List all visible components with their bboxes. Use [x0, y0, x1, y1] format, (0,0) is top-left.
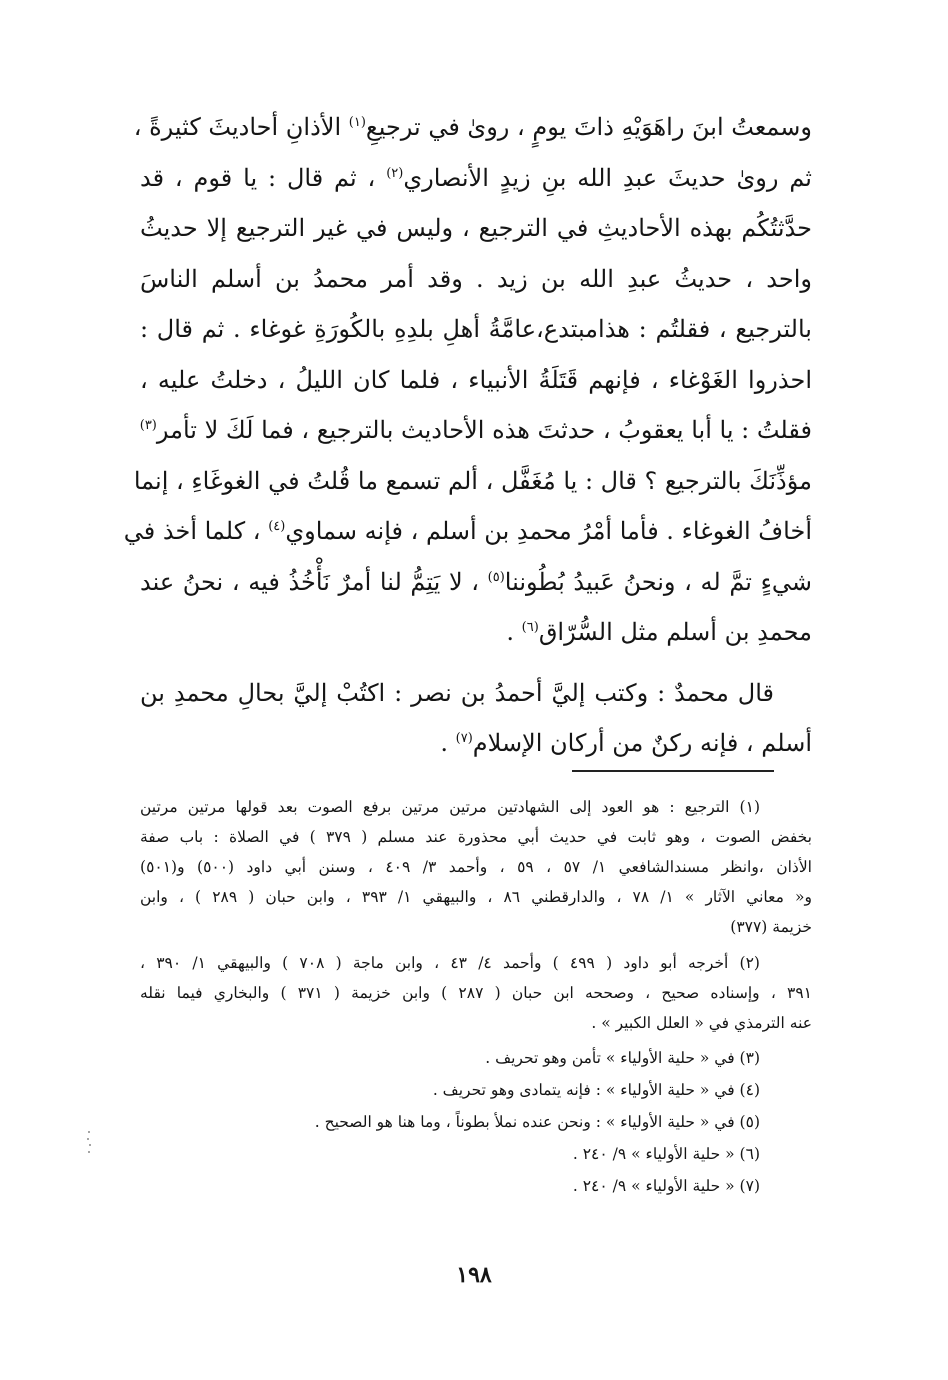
- footnote-marker[interactable]: (١): [348, 115, 366, 130]
- footnote-marker[interactable]: (٣): [139, 418, 157, 433]
- paragraph-gap: [140, 658, 812, 668]
- footnote-line: (١) الترجيع : هو العود إلى الشهادتين مرتين مرتين برفع الصوت بعد قولها مرتين مرتين: [140, 798, 760, 816]
- text-line: [140, 557, 812, 608]
- text-segment: .: [506, 618, 515, 646]
- footnote-marker[interactable]: (٧): [455, 731, 473, 746]
- main-text: [123, 102, 812, 769]
- paragraph: [140, 668, 812, 769]
- text-line: [140, 405, 812, 456]
- text-line: [133, 102, 812, 153]
- text-segment: فقلتُ : يا أبا يعقوبُ ، حدثتَ هذه الأحاديث بالترجيع ، فما لَكَ لا تأمر: [156, 416, 812, 444]
- text-line: حدَّثتُكُم بهذه الأحاديثِ في الترجيع ، وليس في غير الترجيع إلا حديثُ: [140, 214, 812, 242]
- text-segment: أسلم ، فإنه ركنٌ من أركان الإسلام: [472, 729, 812, 757]
- text-segment: شيءٍ تمَّ له ، ونحنُ عَبيدُ بُطُوننا: [504, 567, 812, 596]
- footnote-marker[interactable]: (٦): [521, 620, 539, 635]
- text-line: [140, 607, 812, 658]
- footnote-marker[interactable]: (٥): [487, 569, 505, 585]
- text-segment: وسمعتُ ابنَ راهَوَيْهِ ذاتَ يومٍ ، روىٰ في ترجيعِ: [365, 113, 812, 141]
- text-segment: الأذانِ أحاديثَ كثيرةً ،: [133, 113, 342, 141]
- footnote-line: بخفض الصوت ، وهو ثابت في حديث أبي محذورة عند مسلم ( ٣٧٩ ) في الصلاة : باب صفة: [140, 828, 812, 846]
- text-line: [123, 506, 812, 557]
- footnote-5: (٥) في « حلية الأولياء » : ونحن عنده نملأ بطوناً ، وما هنا هو الصحيح .: [314, 1113, 760, 1131]
- page-number: ١٩٨: [456, 1262, 492, 1288]
- text-segment: ثم روىٰ حديثَ عبدِ الله بنِ زيدٍ الأنصاري: [403, 163, 812, 192]
- footnote-4: (٤) في « حلية الأولياء » : فإنه يتمادى وهو تحريف .: [432, 1081, 760, 1099]
- text-line: احذروا الغَوْغاء ، فإنهم قَتَلَةُ الأنبياء ، فلما كان الليلُ ، دخلتُ عليه ،: [140, 365, 812, 394]
- text-segment: أخافُ الغوغاء . فأما أمْرُ محمدِ بن أسلم ، فإنه سماوي: [285, 517, 812, 545]
- text-segment: ، ثم قال : يا قوم ، قد: [140, 163, 376, 192]
- footnote-6: (٦) « حلية الأولياء » ٩/ ٢٤٠ .: [572, 1145, 760, 1163]
- text-segment: ، لا يَتِمُّ لنا أمرٌ نَأْخُذُ فيه ، نحنُ عند: [140, 567, 480, 596]
- text-line: [140, 718, 812, 769]
- footnote-2: [140, 948, 812, 1038]
- footnote-marker[interactable]: (٤): [268, 519, 286, 534]
- footnote-line: الأذان ،وانظر مسندالشافعي ١/ ٥٧ ، ٥٩ ، وأحمد ٣/ ٤٠٩ ، وسنن أبي داود (٥٠٠) و(٥٠١): [140, 858, 812, 876]
- footnotes: [140, 792, 812, 1202]
- margin-speck-icon: [84, 1128, 94, 1158]
- text-line: واحد ، حديثُ عبدِ الله بن زيد . وقد أمر محمدُ بن أسلم الناسَ: [140, 264, 812, 293]
- footnote-line: خزيمة (٣٧٧): [730, 918, 812, 936]
- text-segment: محمدِ بن أسلم مثل السُّرّاق: [538, 618, 812, 646]
- text-segment: .: [440, 729, 448, 757]
- footnote-1: [140, 792, 812, 942]
- paragraph: [123, 102, 812, 658]
- footnote-marker[interactable]: (٢): [386, 165, 404, 181]
- text-segment: ، كلما أخذ في: [123, 517, 261, 545]
- text-line: مؤذِّنَكَ بالترجيع ؟ قال : يا مُغَفَّل ، ألم تسمع ما قُلتُ في الغوغَاءِ ، إنما: [133, 466, 812, 495]
- footnote-7: (٧) « حلية الأولياء » ٩/ ٢٤٠ .: [572, 1177, 760, 1195]
- text-line: بالترجيع ، فقلتُم : هذامبتدع،عامَّةُ أهلِ بلدِهِ بالكُورَةِ غوغاء . ثم قال :: [140, 315, 812, 343]
- footnote-line: (٢) أخرجه أبو داود ( ٤٩٩ ) وأحمد ٤/ ٤٣ ، وابن ماجة ( ٧٠٨ ) والبيهقي ١/ ٣٩٠ ،: [140, 954, 760, 972]
- text-line: [140, 153, 812, 204]
- footnote-line: ٣٩١ ، وإسناده صحيح ، وصححه ابن حبان ( ٢٨٧ ) وابن خزيمة ( ٣٧١ ) والبخاري فيما نقله: [140, 984, 812, 1002]
- text-line: قال محمدٌ : وكتب إليَّ أحمدُ بن نصر : اكتُبْ إليَّ بحالِ محمدِ بن: [140, 678, 775, 707]
- footnote-separator: [572, 770, 774, 772]
- footnote-line: و« معاني الآثار » ١/ ٧٨ ، والدارقطني ٨٦ ، والبيهقي ١/ ٣٩٣ ، وابن حبان ( ٢٨٩ ) ، وابن: [140, 888, 812, 906]
- footnote-line: عنه الترمذي في « العلل الكبير » .: [591, 1014, 812, 1032]
- footnote-3: (٣) في « حلية الأولياء » تأمن وهو تحريف .: [485, 1049, 760, 1067]
